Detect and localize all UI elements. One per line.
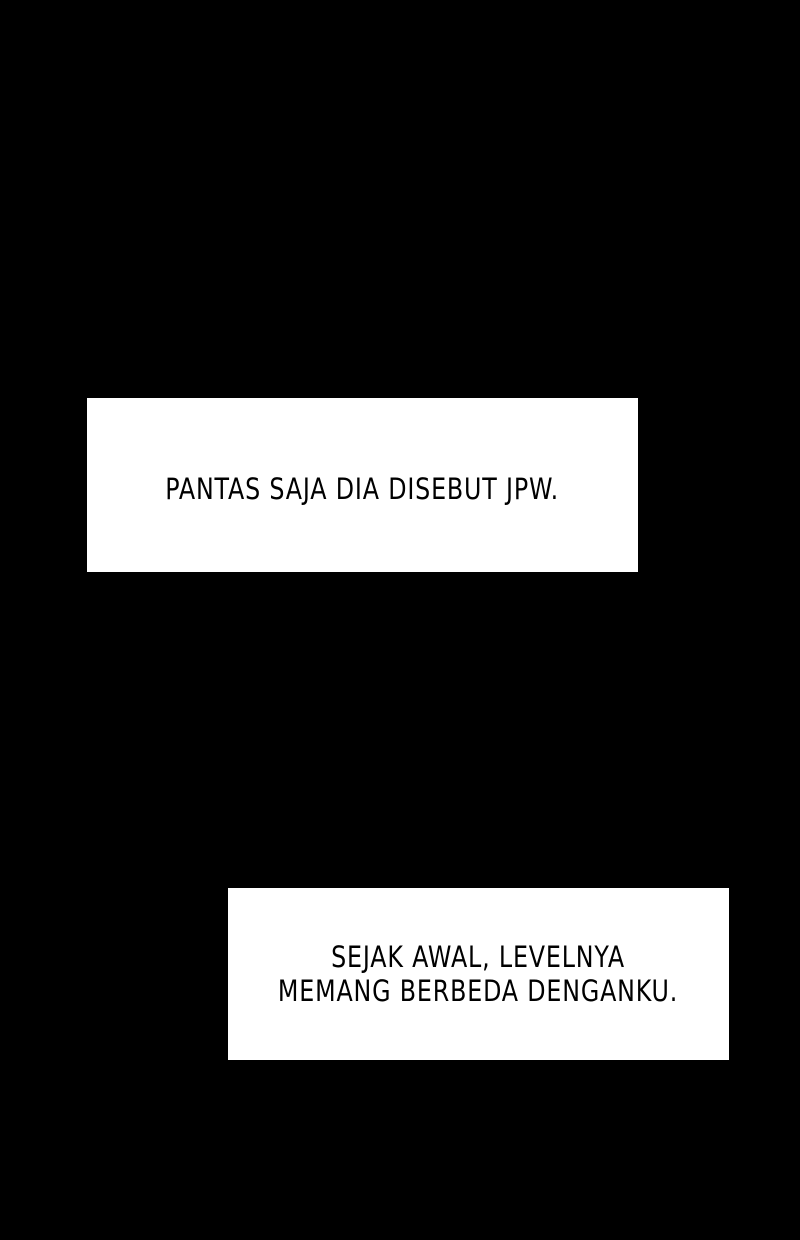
caption-box-1 bbox=[87, 398, 638, 572]
caption-text-2 bbox=[278, 940, 678, 1008]
caption-box-2 bbox=[228, 888, 729, 1060]
caption-2-line-1: SEJAK AWAL, LEVELNYA bbox=[331, 939, 626, 974]
caption-text-1 bbox=[166, 472, 560, 506]
caption-2-line-2: MEMANG BERBEDA DENGANKU. bbox=[278, 974, 679, 1008]
caption-1-line-1: PANTAS SAJA DIA DISEBUT JPW. bbox=[165, 471, 560, 506]
